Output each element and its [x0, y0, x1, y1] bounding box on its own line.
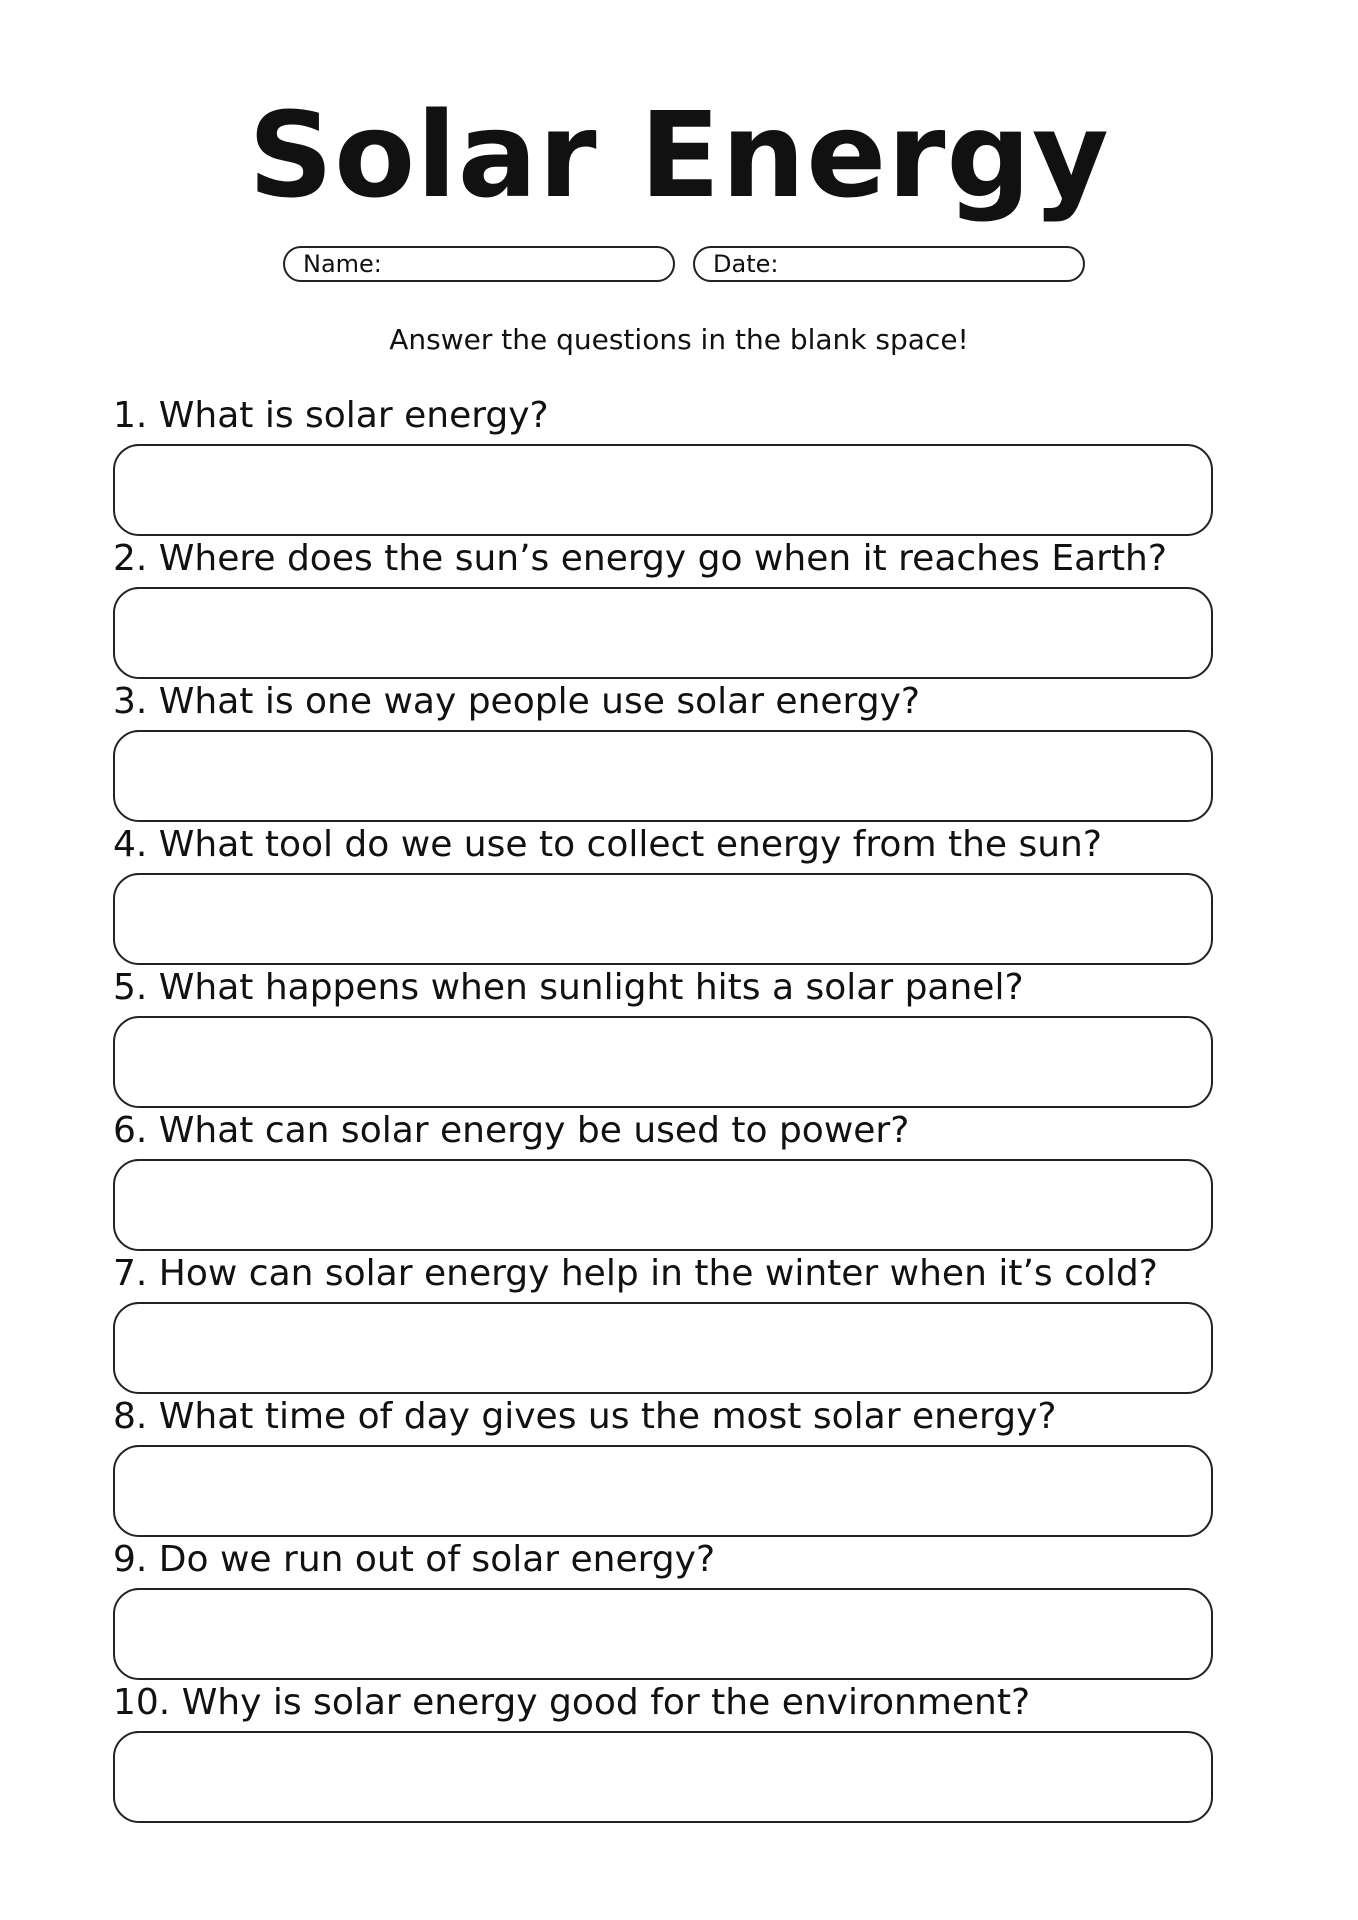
answer-box[interactable]: [113, 1302, 1213, 1394]
answer-box[interactable]: [113, 444, 1213, 536]
question-text: 9. Do we run out of solar energy?: [113, 1539, 716, 1580]
answer-box[interactable]: [113, 587, 1213, 679]
answer-box[interactable]: [113, 873, 1213, 965]
question-text: 1. What is solar energy?: [113, 395, 549, 436]
question-item: [113, 1250, 1213, 1393]
question-text: 10. Why is solar energy good for the environment?: [113, 1682, 1031, 1723]
question-text: 7. How can solar energy help in the winter when it’s cold?: [113, 1253, 1158, 1294]
answer-box[interactable]: [113, 1159, 1213, 1251]
answer-box[interactable]: [113, 1016, 1213, 1108]
answer-box[interactable]: [113, 730, 1213, 822]
question-text: 8. What time of day gives us the most solar energy?: [113, 1396, 1057, 1437]
question-item: [113, 1107, 1213, 1250]
question-item: [113, 1679, 1213, 1822]
question-list: [113, 392, 1213, 1822]
question-text: 6. What can solar energy be used to power?: [113, 1110, 910, 1151]
question-item: [113, 392, 1213, 535]
question-item: [113, 821, 1213, 964]
question-item: [113, 678, 1213, 821]
question-item: [113, 1536, 1213, 1679]
question-item: [113, 964, 1213, 1107]
question-item: [113, 1393, 1213, 1536]
answer-box[interactable]: [113, 1445, 1213, 1537]
question-text: 2. Where does the sun’s energy go when it reaches Earth?: [113, 538, 1167, 579]
question-text: 5. What happens when sunlight hits a solar panel?: [113, 967, 1024, 1008]
question-item: [113, 535, 1213, 678]
question-text: 3. What is one way people use solar energy?: [113, 681, 920, 722]
name-field[interactable]: [283, 246, 675, 282]
page-title: Solar Energy: [248, 86, 1110, 224]
instructions: Answer the questions in the blank space!: [389, 323, 969, 356]
date-field[interactable]: [693, 246, 1085, 282]
date-label: Date:: [713, 250, 779, 278]
name-label: Name:: [303, 250, 382, 278]
question-text: 4. What tool do we use to collect energy from the sun?: [113, 824, 1102, 865]
answer-box[interactable]: [113, 1731, 1213, 1823]
answer-box[interactable]: [113, 1588, 1213, 1680]
